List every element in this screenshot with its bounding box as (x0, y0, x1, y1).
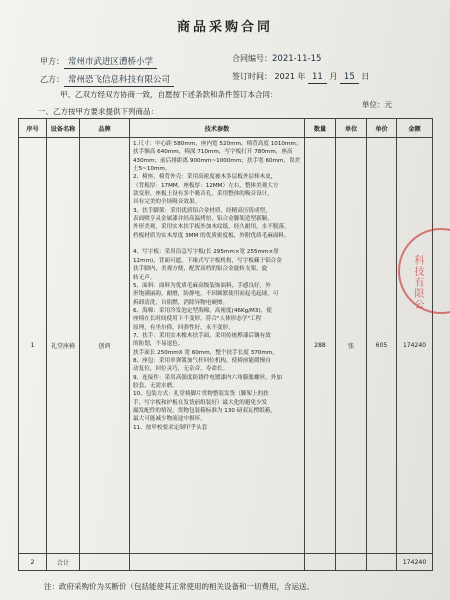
party-a-value: 常州市武进区漕桥小学 (64, 57, 157, 69)
spec-line: 座椅在长时间使用下不变形，符合"人体形态学"工程 (133, 316, 262, 323)
party-b-line (40, 73, 174, 85)
sign-time-label: 签订时间： (232, 72, 272, 81)
spec-line: 1.尺寸：中心距 580mm，座内宽 520mm，椅背高度 1010mm； (133, 141, 302, 147)
spec-line: 扶手额高 640mm，椅深 710mm，写字板打开 780mm，座高 (133, 149, 293, 156)
seal-text: 科技有限公 (412, 255, 423, 310)
header-brand: 品牌 (80, 119, 130, 138)
spec-line: 7、扶手：采用实木橡木扶手面，采用传统榫漆后镶有效 (133, 332, 271, 339)
header-unit: 单位 (336, 119, 367, 138)
spec-line: 最大可能减少物流途中损坏。 (133, 416, 206, 423)
sign-time-line (232, 71, 369, 82)
spec-line: 5、面料：面料为优质毛麻高级装饰面料，手感良好，外 (133, 282, 271, 289)
header-amount: 金额 (397, 119, 433, 138)
sign-year: 2021 (274, 72, 295, 81)
intro-text: 甲、乙双方经双方协商一致，自愿按下述条款和条件签订本合同： (60, 90, 278, 99)
table-row (19, 138, 433, 554)
row-amount: 174240 (397, 138, 433, 554)
row-price: 605 (367, 138, 397, 554)
spec-line: 形饱满丽韵，耐磨，防静电，不因频繁使用而起毛起球，可 (133, 291, 279, 298)
table-header-row (19, 119, 433, 138)
header-qty: 数量 (305, 119, 336, 138)
spec-line: 表面喷亨灵金属漆并经高温烤焙，铝合金脚架造型新颖， (133, 216, 273, 223)
row-spec (130, 138, 305, 554)
header-no: 序号 (19, 119, 47, 138)
sum-label: 合计 (47, 554, 80, 571)
spec-line: 10、包装方式：礼堂椅脚片贯物整装发货（脚架上的扶 (133, 391, 269, 398)
spec-line: 6、海棉：采用冷发泡定型海棉，高密度(46Kg/M3)，使 (133, 307, 272, 314)
sum-no: 2 (19, 554, 47, 571)
spec-line: 12mm)，背面可遮，下缘式写字板机构，写字板藏于铝合金 (133, 257, 282, 264)
day-char: 日 (361, 72, 370, 81)
page-title: 商品采购合同 (176, 20, 273, 35)
spec-line: 的防划，不易退色。 (133, 341, 184, 348)
contract-no-label: 合同编号： (232, 54, 272, 63)
party-b-label: 乙方： (40, 75, 64, 84)
party-b-value: 常州恐飞信息科技有限公司 (64, 75, 174, 87)
spec-line: 转无声。 (133, 274, 156, 281)
spec-line: 430mm；前后排距离 900mm~1000mm；扶手宽 60mm，误差 (133, 157, 301, 164)
sign-day: 15 (340, 72, 359, 84)
sum-row (19, 554, 433, 571)
row-brand: 创鸿 (80, 138, 130, 554)
spec-line: 胶套，无需水磨。 (133, 382, 178, 389)
spec-line: 外形美观，采用实木扶手板外加木纹纸，经久耐用，水不脱落。 (133, 224, 290, 231)
spec-line: 9、连接件：采用高强度防锈件电镀漆内六角膨胀螺丝，外加 (133, 374, 282, 381)
spec-line: 拆卸清洗，自阻燃，消除异物电硬擦。 (133, 299, 229, 306)
spec-line: 3、扶手脚架：采用优质铝合金材质，经精高压铸成型， (133, 207, 271, 214)
spec-line: 2、椅座、椅背外壳：采用高密度被木多层板外层棒木皮， (133, 174, 277, 181)
contract-no-line (232, 53, 321, 64)
spec-line: 士5~10mm。 (133, 166, 171, 173)
spec-line: 原理，有坐尔倚，回弹性好，永不变形。 (133, 324, 234, 331)
sum-amount: 174240 (397, 554, 433, 571)
spec-line: 4、写字板：采用沿急写字板(长 295mm×宽 255mm×厚 (133, 249, 279, 256)
spec-line: 档板材质为实木厚度 3MM 的优质密度板，外附优质毛麻面料。 (133, 232, 290, 239)
spec-line: 扶手面长 250mmX 宽 60mm，整个扶手长度 370mm。 (133, 349, 278, 356)
party-a-label: 甲方： (40, 57, 64, 66)
unit-label: 单位：元 (362, 100, 392, 109)
spec-line: 8、座包：采用单弹簧加气杆回位机构，使椅座能缓慢自 (133, 357, 271, 364)
contract-no-value: 2021-11-15 (272, 54, 322, 64)
month-char: 月 (329, 72, 338, 81)
spec-line (133, 240, 302, 248)
party-a-line (40, 55, 157, 67)
footer-note: 注：政府采购价为买断价（包括能使其正常使用的相关设备和一切费用，含运送、 (44, 582, 314, 591)
row-qty: 288 (305, 138, 336, 554)
spec-line: 具有完美的全场吸音效果。 (133, 199, 201, 206)
spec-line: 11、按甲校要求定制甲乎头套 (133, 424, 208, 431)
year-char: 年 (297, 72, 306, 81)
row-name: 礼堂座椅 (47, 138, 80, 554)
header-spec: 技术参数 (130, 119, 305, 138)
header-name: 设备名称 (47, 119, 80, 138)
spec-line: 漏发配件的情况，贯物包装箱标准为 130 磅双瓦楞纸箱， (133, 408, 276, 414)
clause-1: 一、乙方按甲方要求提供下列商品： (38, 107, 158, 116)
header-price: 单价 (367, 119, 397, 138)
spec-line: 动复位，回位灵巧，无杂音，寿命长。 (133, 366, 229, 373)
spec-line: 手，写字板和护板在发货前组装好）最大化的避免少发 (133, 399, 268, 406)
goods-table (18, 118, 433, 571)
spec-line: 扶手脚内，美观方便，配置高档的铝合金旋转支架，旋 (133, 266, 268, 273)
spec-line: 款变形，座板上设有多个吸音孔，采用整体的吸音设计， (133, 191, 273, 198)
row-unit: 张 (336, 138, 367, 554)
sign-month: 11 (308, 72, 327, 84)
spec-line: （背板厚：17MM，座板厚：12MM）左右，整体美观大方 (133, 182, 279, 189)
row-no: 1 (19, 138, 47, 554)
